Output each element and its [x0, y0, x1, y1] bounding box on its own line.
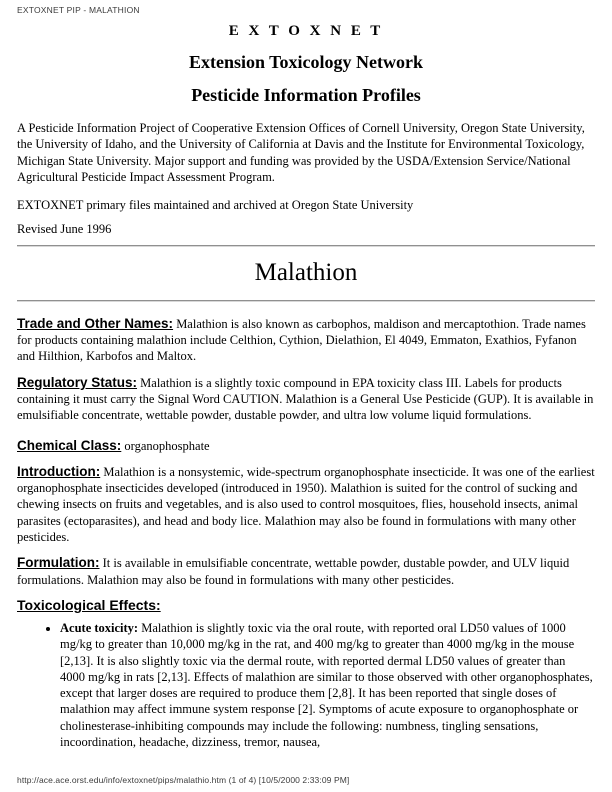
section-text-introduction: Malathion is a nonsystemic, wide-spectrum organophosphate insecticide. It was one of the earliest organophosphate insecticides developed (introduced in 1950). Malathion is suited for the control of sucking and chewing insects on fruits and vegetables, and is also used to control mosquitoes, flies, household insects, animal parasites (ectoparasites), and head and body lice. Malathion may also be found in formulations with many other pesticides. — [17, 464, 595, 545]
section-trade-and-other-names — [17, 316, 595, 365]
print-footer-url: http://ace.ace.orst.edu/info/extoxnet/pips/malathio.htm (1 of 4) [10/5/2000 2:33:09 PM] — [17, 775, 350, 785]
section-text-formulation: It is available in emulsifiable concentrate, wettable powder, dustable powder, and ULV liquid formulations. Malathion may also be found in formulations with many other pesticides. — [17, 556, 570, 587]
preamble-revised-date: Revised June 1996 — [17, 222, 112, 237]
section-heading-chemical-class: Chemical Class: — [17, 437, 122, 453]
section-heading-regulatory: Regulatory Status: — [17, 374, 138, 390]
section-heading-formulation: Formulation: — [17, 555, 100, 571]
section-text-trade: Malathion is also known as carbophos, maldison and mercaptothion. Trade names for products containing malathion include Celthion, Cythion, Dielathion, El 4049, Emmaton, Exathios, Fyfanon and Hilthion, Karbofos and Maltox. — [17, 316, 586, 364]
section-heading-toxicological-effects: Toxicological Effects: — [17, 596, 161, 613]
list-item-acute-toxicity — [60, 620, 595, 750]
masthead-subtitle-profiles: Pesticide Information Profiles — [191, 85, 421, 105]
section-regulatory-status — [17, 375, 595, 424]
section-introduction — [17, 464, 595, 545]
print-header-title: EXTOXNET PIP - MALATHION — [17, 5, 140, 15]
section-text-regulatory: Malathion is a slightly toxic compound in EPA toxicity class III. Labels for products containing it must carry the Signal Word CAUTION. Malathion is a General Use Pesticide (GUP). It is available in emulsifiable concentrate, wettable powder, dustable powder, and ultra low volume liquid formulations. — [17, 375, 594, 423]
section-heading-trade: Trade and Other Names: — [17, 315, 174, 331]
bullet-label-acute-toxicity: Acute toxicity: — [60, 620, 139, 635]
section-chemical-class — [17, 438, 595, 454]
section-heading-introduction: Introduction: — [17, 463, 101, 479]
toxicological-effects-list — [17, 620, 595, 750]
divider-above-title — [17, 245, 595, 247]
section-text-chemical-class: organophosphate — [124, 438, 210, 453]
preamble-about-paragraph: A Pesticide Information Project of Cooperative Extension Offices of Cornell University, Oregon State University, the University of Idaho, and the University of California at Davis and the Institute for Environmental Toxicology, Michigan State University. Major support and funding was provided by the USDA/Extension Service/National Agricultural Pesticide Impact Assessment Program. — [17, 121, 585, 184]
masthead-subtitle-network: Extension Toxicology Network — [188, 52, 424, 72]
preamble-archive-note: EXTOXNET primary files maintained and archived at Oregon State University — [17, 198, 414, 213]
page-title: Malathion — [254, 258, 358, 286]
masthead-extoxnet-title: E X T O X N E T — [228, 23, 384, 39]
divider-below-title — [17, 300, 595, 302]
section-formulation — [17, 555, 595, 588]
bullet-text-acute-toxicity: Malathion is slightly toxic via the oral route, with reported oral LD50 values of 1000 mg/kg to greater than 10,000 mg/kg in the rat, and 400 mg/kg to greater than 4000 mg/kg in the mouse [2,13]. It is also slightly toxic via the dermal route, with reported dermal LD50 values of greater than 4000 mg/kg in rats [2,13]. Effects of malathion are similar to those observed with other organophosphates, except that larger doses are required to produce them [2,8]. It has been reported that single doses of malathion may affect immune system response [2]. Symptoms of acute exposure to organophosphate or cholinesterase-inhibiting compounds may include the following: numbness, tingling sensations, incoordination, headache, dizziness, tremor, nausea, — [60, 620, 593, 750]
